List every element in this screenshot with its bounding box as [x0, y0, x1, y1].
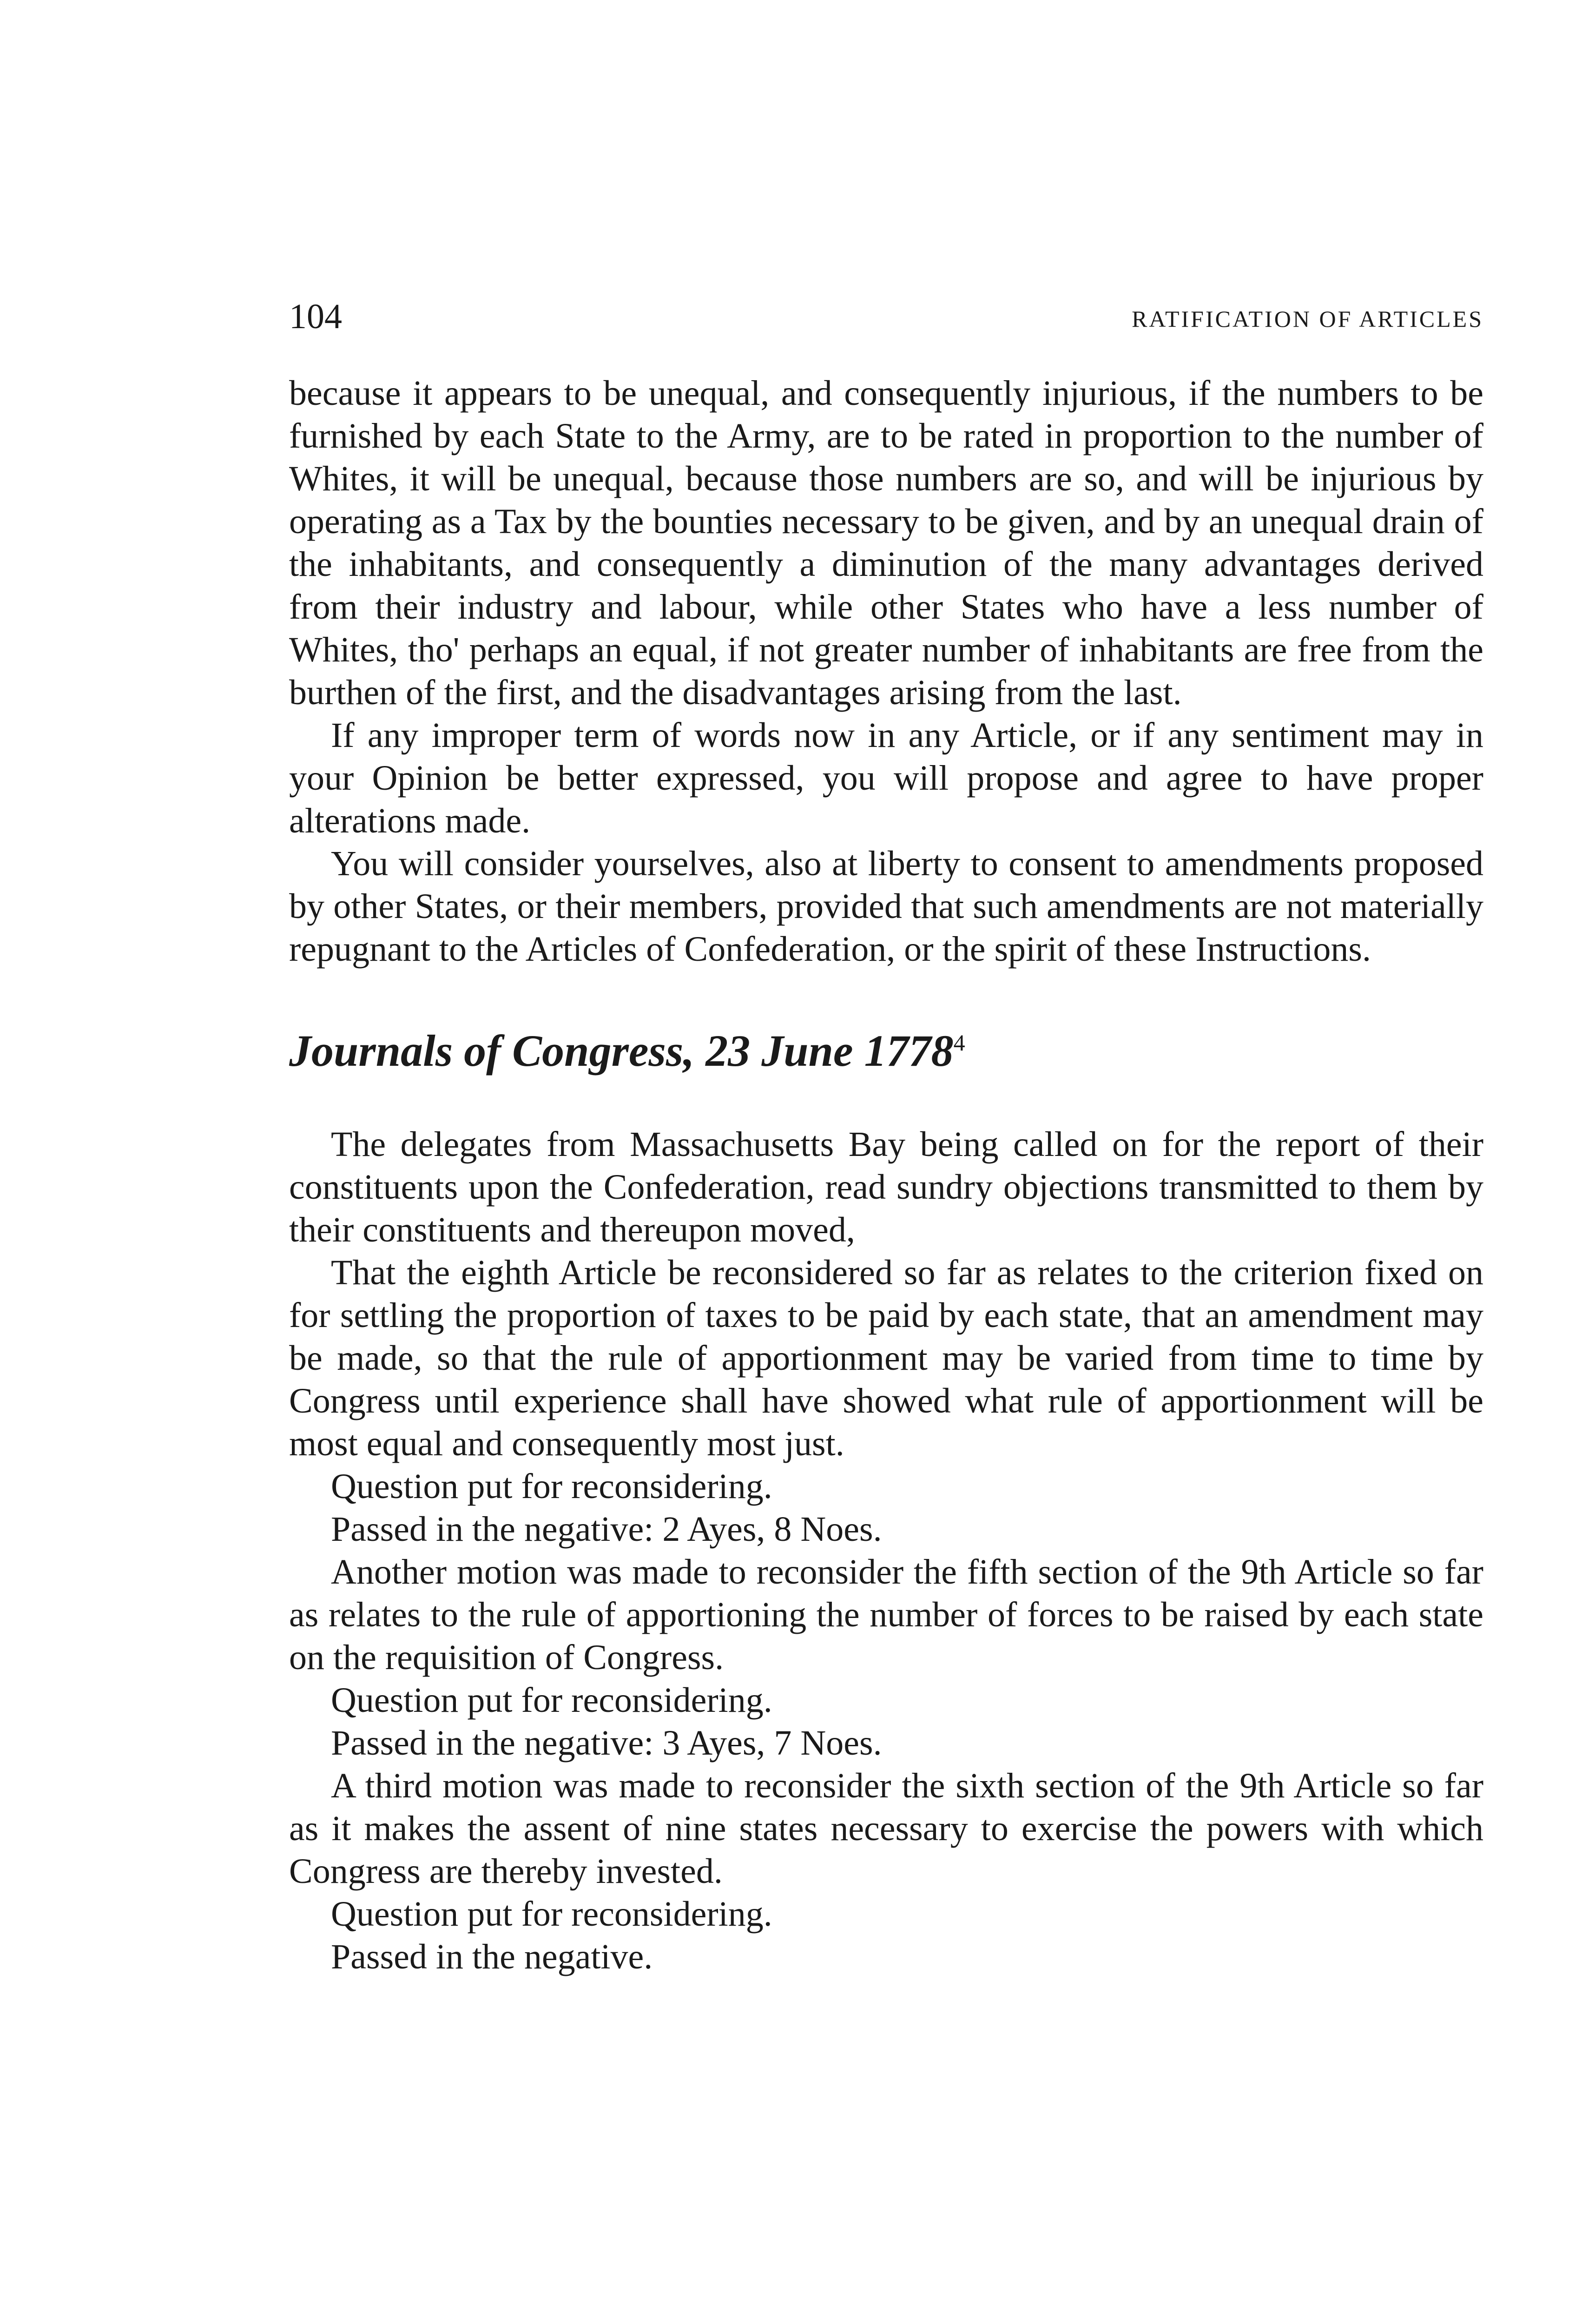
- footnote-ref: 4: [953, 1030, 965, 1056]
- paragraph: The delegates from Massachusetts Bay being called on for the report of their constituents upon the Confederation, read sundry objections transmitted to them by their constituents and thereupon moved,: [289, 1125, 1483, 1249]
- paragraph: Passed in the negative: 3 Ayes, 7 Noes.: [331, 1723, 882, 1763]
- paragraph: Question put for reconsidering.: [331, 1895, 772, 1934]
- page-number: 104: [289, 297, 342, 336]
- paragraph: Question put for reconsidering.: [331, 1467, 772, 1506]
- paragraph: You will consider yourselves, also at liberty to consent to amendments proposed by other States, or their members, provided that such amendments are not materially repugnant to the Articles of Confederation, or the spirit of these Instructions.: [289, 844, 1483, 969]
- paragraph: because it appears to be unequal, and consequently injurious, if the numbers to be furnished by each State to the Army, are to be rated in proportion to the number of Whites, it will be unequal, because those numbers are so, and will be injurious by operating as a Tax by the bounties necessary to be given, and by an unequal drain of the inhabitants, and consequently a diminution of the many advantages derived from their industry and labour, while other States who have a less number of Whites, tho' perhaps an equal, if not greater number of inhabitants are free from the burthen of the first, and the disadvantages arising from the last.: [289, 374, 1483, 712]
- section-title-text: Journals of Congress, 23 June 1778: [289, 1026, 954, 1076]
- paragraph: Passed in the negative.: [331, 1937, 653, 1976]
- page-header: [289, 296, 1483, 337]
- paragraph: Passed in the negative: 2 Ayes, 8 Noes.: [331, 1510, 882, 1549]
- running-head: RATIFICATION OF ARTICLES: [1132, 306, 1483, 332]
- section-heading: [289, 1025, 1483, 1076]
- paragraph: Another motion was made to reconsider the fifth section of the 9th Article so far as relates to the rule of apportioning the number of forces to be raised by each state on the requisition of Congress.: [289, 1552, 1483, 1677]
- body-text: [289, 372, 1483, 1978]
- paragraph: Question put for reconsidering.: [331, 1681, 772, 1720]
- paragraph: A third motion was made to reconsider the sixth section of the 9th Article so far as it makes the assent of nine states necessary to exercise the powers with which Congress are thereby invested.: [289, 1766, 1483, 1891]
- paragraph: That the eighth Article be reconsidered so far as relates to the criterion fixed on for settling the proportion of taxes to be paid by each state, that an amendment may be made, so that the rule of apportionment may be varied from time to time by Congress until experience shall have showed what rule of apportionment will be most equal and consequently most just.: [289, 1253, 1483, 1463]
- paragraph: If any improper term of words now in any Article, or if any sentiment may in your Opinion be better expressed, you will propose and agree to have proper alterations made.: [289, 716, 1483, 840]
- section-title: [289, 1025, 1483, 1076]
